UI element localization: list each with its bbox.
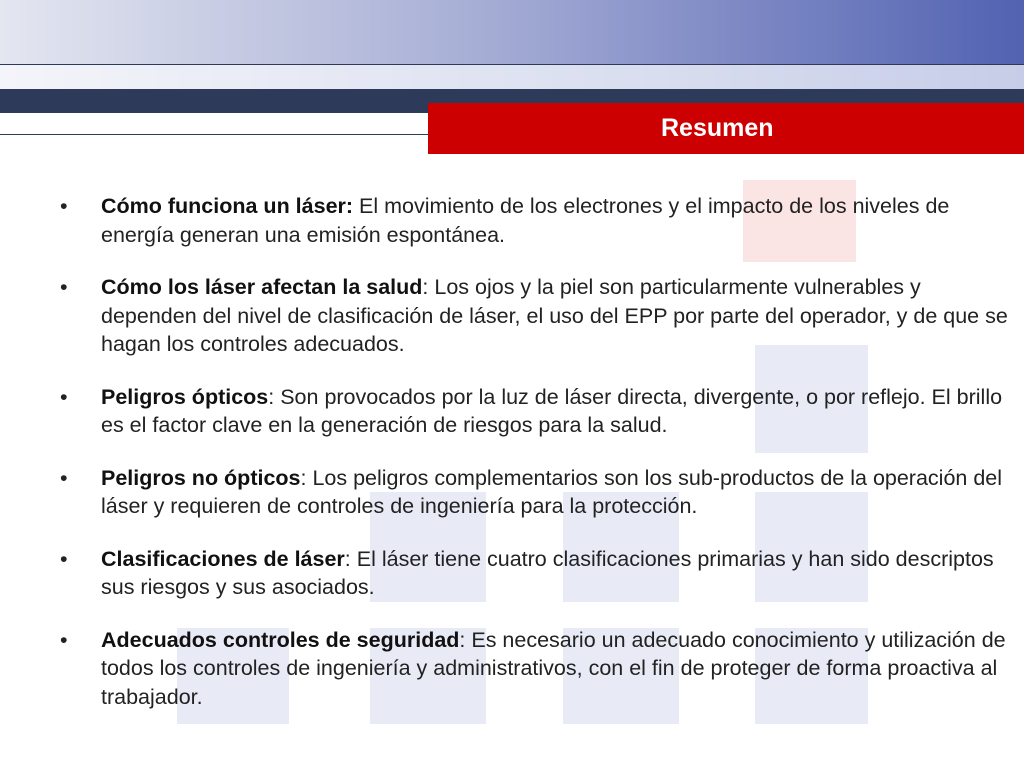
bullet-text: : Los ojos y la piel son particularmente vulnerables y dependen del nivel de clasificación de láser, el uso del EPP por parte del operador, y de que se hagan los controles adecuados. xyxy=(101,275,1008,356)
bullet-item xyxy=(60,273,1018,359)
slide-title: Resumen xyxy=(661,114,774,142)
bullet-text: : El láser tiene cuatro clasificaciones primarias y han sido descriptos sus riesgos y sus asociados. xyxy=(101,546,994,599)
bullet-icon: • xyxy=(60,465,68,490)
bullet-term: Clasificaciones de láser xyxy=(101,546,345,571)
bullet-list xyxy=(60,192,1018,711)
bullet-item xyxy=(60,192,1018,249)
slide-title-banner xyxy=(428,103,1024,154)
bullet-icon: • xyxy=(60,546,68,571)
header-thin-line xyxy=(0,134,430,135)
bullet-text: El movimiento de los electrones y el impacto de los niveles de energía generan una emisión espontánea. xyxy=(101,194,950,247)
bullet-icon: • xyxy=(60,275,68,299)
bullet-item xyxy=(60,545,1018,602)
bullet-term: Adecuados controles de seguridad xyxy=(101,627,460,652)
bullet-item xyxy=(60,383,1018,440)
bullet-text: : Los peligros complementarios son los sub-productos de la operación del láser y requieren de controles de ingeniería para la protección. xyxy=(101,465,1003,518)
bullet-term: Cómo los láser afectan la salud xyxy=(101,275,423,299)
bullet-term: Cómo funciona un láser: xyxy=(101,194,354,218)
bullet-text: : Es necesario un adecuado conocimiento y utilización de todos los controles de ingeniería y administrativos, con el fin de proteger de forma proactiva al trabajador. xyxy=(101,627,1006,709)
header-light-strip xyxy=(0,65,1024,89)
bullet-icon: • xyxy=(60,384,68,409)
bullet-term: Peligros no ópticos xyxy=(101,465,301,490)
bullet-text: : Son provocados por la luz de láser directa, divergente, o por reflejo. El brillo es el factor clave en la generación de riesgos para la salud. xyxy=(101,384,1003,437)
bullet-term: Peligros ópticos xyxy=(101,384,269,409)
bullet-icon: • xyxy=(60,194,68,218)
bullet-item xyxy=(60,626,1018,712)
bullet-item xyxy=(60,464,1018,521)
bullet-icon: • xyxy=(60,627,68,652)
header-gradient-band xyxy=(0,0,1024,64)
